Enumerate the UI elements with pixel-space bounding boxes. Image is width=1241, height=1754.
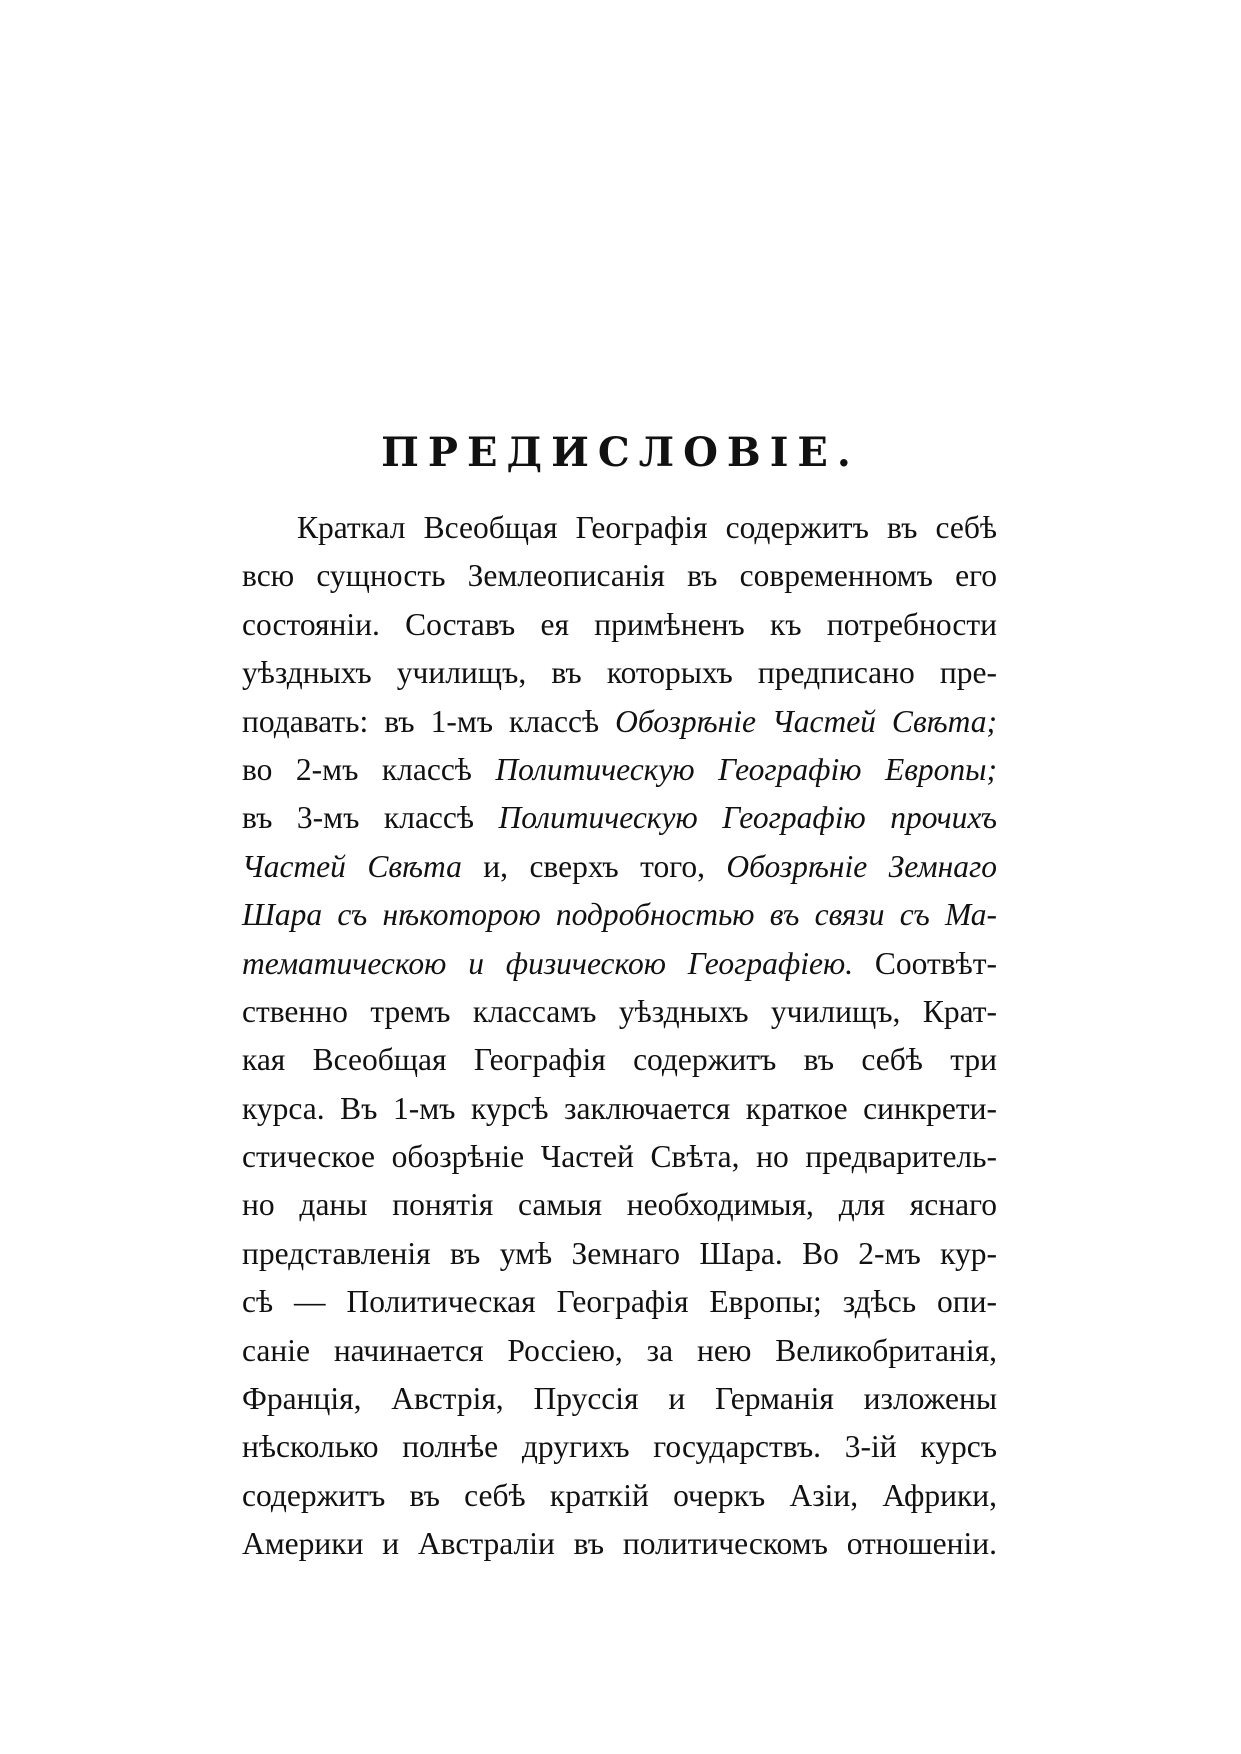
text-run: представленія въ умѣ Земнаго Шара. Во 2-мъ кур- (242, 1235, 997, 1271)
text-line (242, 1085, 997, 1133)
text-run: всю сущность Землеописанія въ современномъ его (242, 558, 997, 594)
text-run: Соотвѣт- (853, 945, 997, 981)
text-line (242, 1327, 997, 1375)
text-run: курса. Въ 1-мъ курсѣ заключается краткое синкрети- (242, 1090, 997, 1126)
italic-run: Частей Свѣта (242, 848, 462, 884)
text-line (242, 1133, 997, 1181)
text-run: содержитъ въ себѣ краткій очеркъ Азіи, Африки, (242, 1477, 997, 1513)
italic-run: Политическую Географію Европы; (495, 751, 997, 787)
text-line (242, 1472, 997, 1520)
text-run: нѣсколько полнѣе другихъ государствъ. 3-ій курсъ (242, 1429, 997, 1465)
text-run: кая Всеобщая Географія содержитъ въ себѣ три (242, 1042, 997, 1078)
text-line (242, 843, 997, 891)
text-line (242, 1181, 997, 1229)
text-line (242, 504, 997, 552)
text-line (242, 649, 997, 697)
text-line (242, 988, 997, 1036)
text-line (242, 601, 997, 649)
italic-run: Обозрѣніе Земнаго (726, 848, 997, 884)
preface-paragraph (242, 504, 997, 1569)
text-run: стическое обозрѣніе Частей Свѣта, но предваритель- (242, 1139, 997, 1175)
text-line (242, 794, 997, 842)
text-run: Америки и Австраліи въ политическомъ отношеніи. (242, 1526, 997, 1562)
text-run: состояніи. Составъ ея примѣненъ къ потребности (242, 606, 997, 642)
italic-run: тематическою и физическою Географіею. (242, 945, 854, 981)
italic-run: Политическую Географію прочихъ (498, 800, 997, 836)
text-line (242, 552, 997, 600)
text-line (242, 698, 997, 746)
italic-run: Обозрѣніе Частей Свѣта; (615, 703, 997, 739)
text-run: сѣ — Политическая Географія Европы; здѣсь опи- (242, 1284, 997, 1320)
text-run: Краткал Всеобщая Географія содержитъ въ себѣ (297, 510, 997, 545)
italic-run: Шара съ нѣкоторою подробностью въ связи съ Ма- (242, 897, 997, 933)
text-line (242, 1278, 997, 1326)
text-run: уѣздныхъ училищъ, въ которыхъ предписано пре- (242, 655, 997, 691)
text-line (242, 1375, 997, 1423)
text-run: во 2-мъ классѣ (242, 751, 496, 787)
text-line (242, 746, 997, 794)
text-line (242, 1423, 997, 1471)
text-run: въ 3-мъ классѣ (242, 800, 499, 836)
text-run: и, сверхъ того, (461, 848, 727, 884)
page-title: ПРЕДИСЛОВІЕ. (381, 428, 860, 476)
text-run: но даны понятія самыя необходимыя, для яснаго (242, 1187, 997, 1223)
text-line (242, 891, 997, 939)
text-run: Франція, Австрія, Пруссія и Германія изложены (242, 1381, 997, 1417)
text-line (242, 1036, 997, 1084)
text-line (242, 940, 997, 988)
text-line (242, 1520, 997, 1568)
text-run: подавать: въ 1-мъ классѣ (242, 703, 616, 739)
text-run: ственно тремъ классамъ уѣздныхъ училищъ, Крат- (242, 993, 997, 1029)
text-run: саніе начинается Россіею, за нею Великобританія, (242, 1332, 997, 1368)
text-line (242, 1230, 997, 1278)
